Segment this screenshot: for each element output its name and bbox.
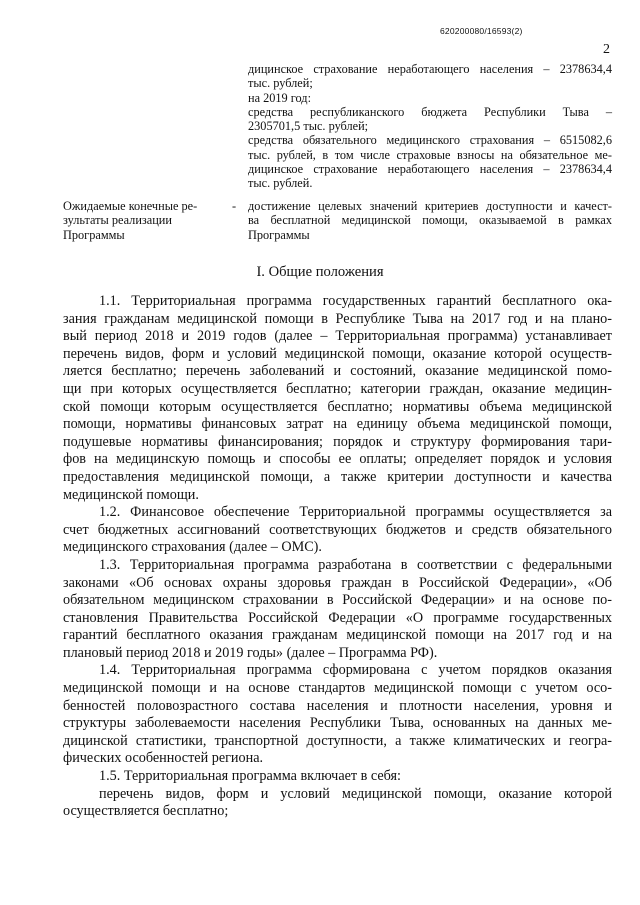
financing-line: на 2019 год: — [248, 90, 311, 105]
paragraph-line: предоставления медицинской помощи, а также критерии доступности и качества — [63, 468, 612, 485]
label-line: Ожидаемые конечные ре- — [63, 199, 198, 213]
paragraph-line: перечень видов, форм и условий медицинской помощи, оказание которой осуществ- — [63, 345, 612, 362]
paragraph-line: ской помощи которым осуществляется бесплатно; нормативы объема медицинской — [63, 398, 612, 415]
paragraph-line: ляется бесплатно; перечень заболеваний и состояний, оказание медицинской помо- — [63, 363, 612, 380]
page-number: 2 — [603, 42, 610, 57]
paragraph-line: медицинского страхования (далее – ОМС). — [63, 539, 322, 556]
paragraph-line: фов на медицинскую помощь и способы ее оплаты; определяет порядок и условия — [63, 451, 612, 468]
paragraph-line: гарантий бесплатного оказания гражданам медицинской помощи на 2017 год и на — [63, 627, 612, 644]
label-line: Программы — [63, 227, 125, 242]
results-line: Программы — [248, 227, 310, 242]
financing-line: средства республиканского бюджета Республики Тыва – — [248, 104, 612, 119]
paragraph-line: перечень видов, форм и условий медицинской помощи, оказание которой — [99, 785, 612, 802]
paragraph-line: фических особенностей региона. — [63, 750, 264, 767]
paragraph-line: щи при которых осуществляется бесплатно; категории граждан, оказание медицин- — [63, 380, 612, 397]
results-line: ва бесплатной медицинской помощи, оказываемой в рамках — [248, 213, 612, 228]
expected-results-label — [63, 199, 228, 242]
paragraph — [63, 557, 612, 663]
financing-line: 2305701,5 тыс. рублей; — [248, 119, 369, 134]
label-line: зультаты реализации — [63, 213, 172, 228]
paragraph-line: подушевые нормативы финансирования; порядок и структуру формирования тари- — [63, 433, 612, 450]
paragraph-line: дицинской статистики, транспортной доступности, а также климатических и геогра- — [63, 732, 612, 749]
paragraph-line: счет бюджетных ассигнований соответствующих бюджетов и средств обязательного — [63, 521, 612, 538]
paragraph-line: вый период 2018 и 2019 годов (далее – Территориальная программа) устанавливает — [63, 328, 612, 345]
paragraph-line: 1.2. Финансовое обеспечение Территориальной программы осуществляется за — [99, 504, 612, 521]
financing-line: тыс. рублей; — [248, 76, 313, 91]
financing-block — [248, 62, 612, 191]
document-id: 620200080/16593(2) — [440, 26, 523, 36]
paragraph-line: плановый период 2018 и 2019 годы» (далее – Программа РФ). — [63, 644, 438, 661]
paragraph-line: помощи, нормативы финансовых затрат на единицу объема медицинской помощи, — [63, 416, 612, 433]
paragraph-line: 1.4. Территориальная программа сформирована с учетом порядков оказания — [99, 662, 612, 679]
financing-line: дицинское страхование неработающего населения – 2378634,4 — [248, 62, 612, 76]
paragraph — [63, 504, 612, 557]
paragraph-line: медицинской помощи. — [63, 486, 199, 503]
financing-line: дицинское страхование неработающего населения – 2378634,4 — [248, 162, 612, 177]
paragraph-line: медицинской помощи и на основе стандартов медицинской помощи с учетом осо- — [63, 680, 612, 697]
paragraph-line: 1.1. Территориальная программа государственных гарантий бесплатного ока- — [99, 293, 612, 309]
results-line: достижение целевых значений критериев доступности и качест- — [248, 199, 612, 213]
section-body — [63, 293, 612, 821]
paragraph-line: бенностей половозрастного состава населения и плотности населения, уровня и — [63, 697, 612, 714]
expected-results-text — [248, 199, 612, 242]
financing-line: тыс. рублей. — [248, 176, 313, 191]
financing-line: тыс. рублей, в том числе страховые взносы на обязательное ме- — [248, 147, 612, 162]
paragraph-line: осуществляется бесплатно; — [63, 803, 229, 820]
paragraph-line: зания гражданам медицинской помощи в Республике Тыва на 2017 год и на плано- — [63, 310, 612, 327]
paragraph-line: 1.5. Территориальная программа включает в себя: — [99, 768, 402, 785]
row-dash: - — [232, 199, 237, 213]
paragraph — [63, 662, 612, 768]
paragraph-line: законами «Об основах охраны здоровья граждан в Российской Федерации», «Об — [63, 574, 612, 591]
paragraph — [63, 293, 612, 504]
paragraph-line: структуры заболеваемости населения Республики Тыва, основанных на данных ме- — [63, 715, 612, 732]
paragraph — [63, 786, 612, 821]
paragraph-line: обязательном медицинском страховании в Российской Федерации» и на основе по- — [63, 592, 612, 609]
financing-line: средства обязательного медицинского страхования – 6515082,6 — [248, 133, 612, 148]
paragraph — [63, 768, 612, 786]
paragraph-line: становления Правительства Российской Федерации «О программе государственных — [63, 609, 612, 626]
section-title: I. Общие положения — [256, 264, 384, 280]
paragraph-line: 1.3. Территориальная программа разработана в соответствии с федеральными — [99, 556, 612, 573]
